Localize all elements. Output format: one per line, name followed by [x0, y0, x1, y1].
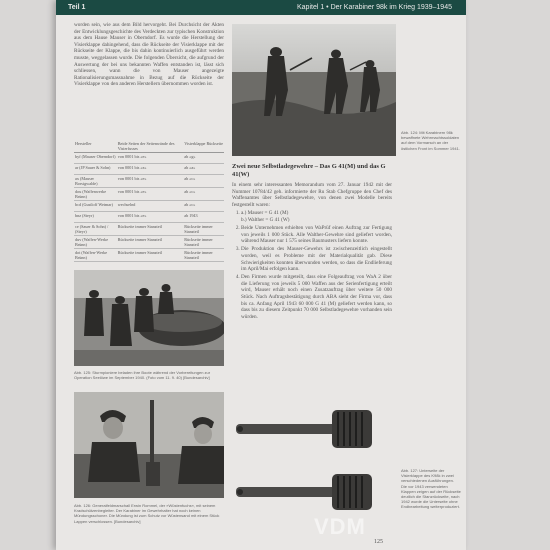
list-item: 4. Den Firmen wurde mitgeteilt, dass eine Folgeauftrag von WaA 2 über die Lieferung von jeweils 5 000 Waffen aus der Serienfertigung erteilt wird, Mauser erhält noch einen Zusatzauftrag über weitere 50 000 Stück. Nach Auftragsbestätigung durch ABA sieht der Firma vor, dass bis ca. Anfang April 1943 60 000 G 41 (M) geliefert werden kann, so dass bis zu diesem Zeitpunkt 70 000 Selbstladegewehre vorhanden sein würden.: [241, 274, 392, 320]
table-row: [74, 212, 224, 223]
table-row: [74, 153, 224, 164]
table-cell: ab 1943: [183, 212, 224, 223]
rear-sight-leaf-image-top: [232, 408, 392, 450]
table-cell: ar (JP Sauer & Sohn): [74, 164, 117, 175]
table-cell: Rückseite immer Stanzteil: [183, 223, 224, 236]
photo-rommel: [74, 392, 224, 498]
table-cell: ab «g»: [183, 153, 224, 164]
table-row: [74, 188, 224, 201]
table-cell: bnz (Steyr): [74, 212, 117, 223]
photo-soldiers-advancing: [232, 24, 396, 156]
table-cell: Rückseite immer Stanzteil: [183, 236, 224, 249]
table-cell: duv (Waffen-Werke Brünn): [74, 236, 117, 249]
table-cell: von 0001 bis «e»: [117, 153, 184, 164]
table-header-cell: Beide Seiten der Seitenwände des Visierfusses: [117, 140, 184, 153]
table-row: [74, 249, 224, 262]
table-header-row: [74, 140, 224, 153]
table-cell: ab «c»: [183, 175, 224, 188]
table-cell: von 0001 bis «e»: [117, 175, 184, 188]
table-row: [74, 223, 224, 236]
table-row: [74, 201, 224, 212]
section-body: [232, 182, 392, 322]
header-part-label: Teil 1: [68, 4, 86, 11]
table-cell: ax (Mauser Borsigwalde): [74, 175, 117, 188]
section-title: Zwei neue Selbstladegewehre – Das G 41(M) und das G 41(W): [232, 163, 386, 178]
page-header: [56, 0, 466, 15]
list-item: 1. a.) Mauser = G 41 (M) b.) Walther = G 41 (W): [241, 210, 392, 223]
table-cell: dot (Waffen-Werke Brünn): [74, 249, 117, 262]
table-cell: ab «c»: [183, 201, 224, 212]
table-cell: Rückseite immer Stanzteil: [117, 223, 184, 236]
list-item: 3. Die Produktion des Mauser-Gewehrs ist zwischenzeitlich eingestellt worden, weil es Probleme mit der Materialqualität gab. Diese Schwierigkeiten konnten überwunden werden, so dass die Endlieferung im April/Mai erfolgen kann.: [241, 246, 392, 272]
caption-top-right: Abb. 124: Mit Karabinern 98k bewaffnete Wehrmachtssoldaten auf dem Vormarsch an der östlichen Front im Sommer 1941.: [401, 130, 460, 151]
section-intro: In einem sehr interessanten Memorandum vom 27. Januar 1942 mit der Nummer 10784/42 geh. informierte der Ru Stab Chefgruppe den Chef des Waffenamtes über Selbstladegewehre, von denen zwei Modelle bereits festgestellt waren:: [232, 182, 392, 208]
rear-sight-leaf-image-bottom: [232, 472, 392, 512]
page-number: 125: [374, 539, 383, 545]
table-cell: byf (Mauser Oberndorf): [74, 153, 117, 164]
header-chapter-title: Kapitel 1 • Der Karabiner 98k im Krieg 1939–1945: [297, 4, 452, 11]
table-header-cell: Hersteller: [74, 140, 117, 153]
caption-bottom-right: Abb. 127: Unterseite der Visierklappe des K98k in zwei verschiedenen Ausführungen. Die vor 1943 verwendeten Klappen zeigen auf der Rückseite deutlich die Stanzrückseite, nach 1942 wurde die Unterseite ohne Endbearbeitung weiterproduziert.: [401, 468, 461, 510]
list-item: 2. Beide Unternehmen erhielten von WaPrüf einen Auftrag zur Fertigung von jeweils 1 000 Stück. Alle Walther-Gewehre sind geliefert worden, während Mauser nur 1 575 seines Baumusters liefern konnte.: [241, 225, 392, 245]
table-cell: ce (Sauer & Sohn) / (Steyr): [74, 223, 117, 236]
intro-paragraph: worden sein, wie aus dem Bild hervorgeht. Bei Durchsicht der Akten der Entwicklungsgeschichte des Verdeckten zur typischen Konstruktion aus dem Hause Mauser in Oberndorf. Es wurde die Herstellung der Visierklappe dahingehend, dass die Rückseite der Visierklappe mit der Rückseite der Klappe, die bis dahin kontinuierlich ausgeführt werden musste, weggelassen wurde. Die folgenden Übersicht, die aufgrund der Auswertung der bei uns bekannten Waffen entstanden ist, lässt sich schliessen, wann die von Mauser angezeigte Rationalisierungsmassnahme in Bezug auf die Rückseite der Visierklappe von den anderen Herstellern übernommen worden ist.: [74, 22, 224, 88]
table-header-cell: Visierklappe Rückseite: [183, 140, 224, 153]
table-cell: wechselnd: [117, 201, 184, 212]
table-row: [74, 236, 224, 249]
table-cell: ab «c»: [183, 188, 224, 201]
table-cell: ab «a»: [183, 164, 224, 175]
table-cell: von 0001 bis «z»: [117, 164, 184, 175]
section-list: [232, 210, 392, 320]
caption-middle-left: Abb. 125: Sturmpioniere beladen ihre Boote während der Vorbereitungen zur Operation Seelöwe im September 1940. (Foto vom 11. 9. 40) [Bundesarchiv]: [74, 370, 211, 381]
photo-assault-boats: [74, 270, 224, 366]
table-row: [74, 164, 224, 175]
manufacturer-table: [74, 140, 224, 262]
table-cell: Rückseite immer Stanzteil: [117, 236, 184, 249]
caption-bottom-left: Abb. 126: Generalfeldmarschall Erwin Rommel, der »Wüstenfuchs«, mit seinem Kradschützenbegleiter. Der Karabiner im Gewehrhalter hat noch keinen Mündungsschoner. Die Mündung ist zum Schutz vor Wüstensand mit einem Stück Lappen verschlossen. [Bundesarchiv]: [74, 503, 220, 524]
watermark: VDM: [314, 514, 366, 539]
table-cell: bcd (Gustloff Weimar): [74, 201, 117, 212]
table-cell: dou (Waffenwerke Brünn): [74, 188, 117, 201]
table-cell: Rückseite immer Stanzteil: [117, 249, 184, 262]
table-cell: Rückseite immer Stanzteil: [183, 249, 224, 262]
table-cell: von 0001 bis «e»: [117, 212, 184, 223]
table-row: [74, 175, 224, 188]
book-page: [56, 0, 466, 550]
table-cell: von 0001 bis «e»: [117, 188, 184, 201]
